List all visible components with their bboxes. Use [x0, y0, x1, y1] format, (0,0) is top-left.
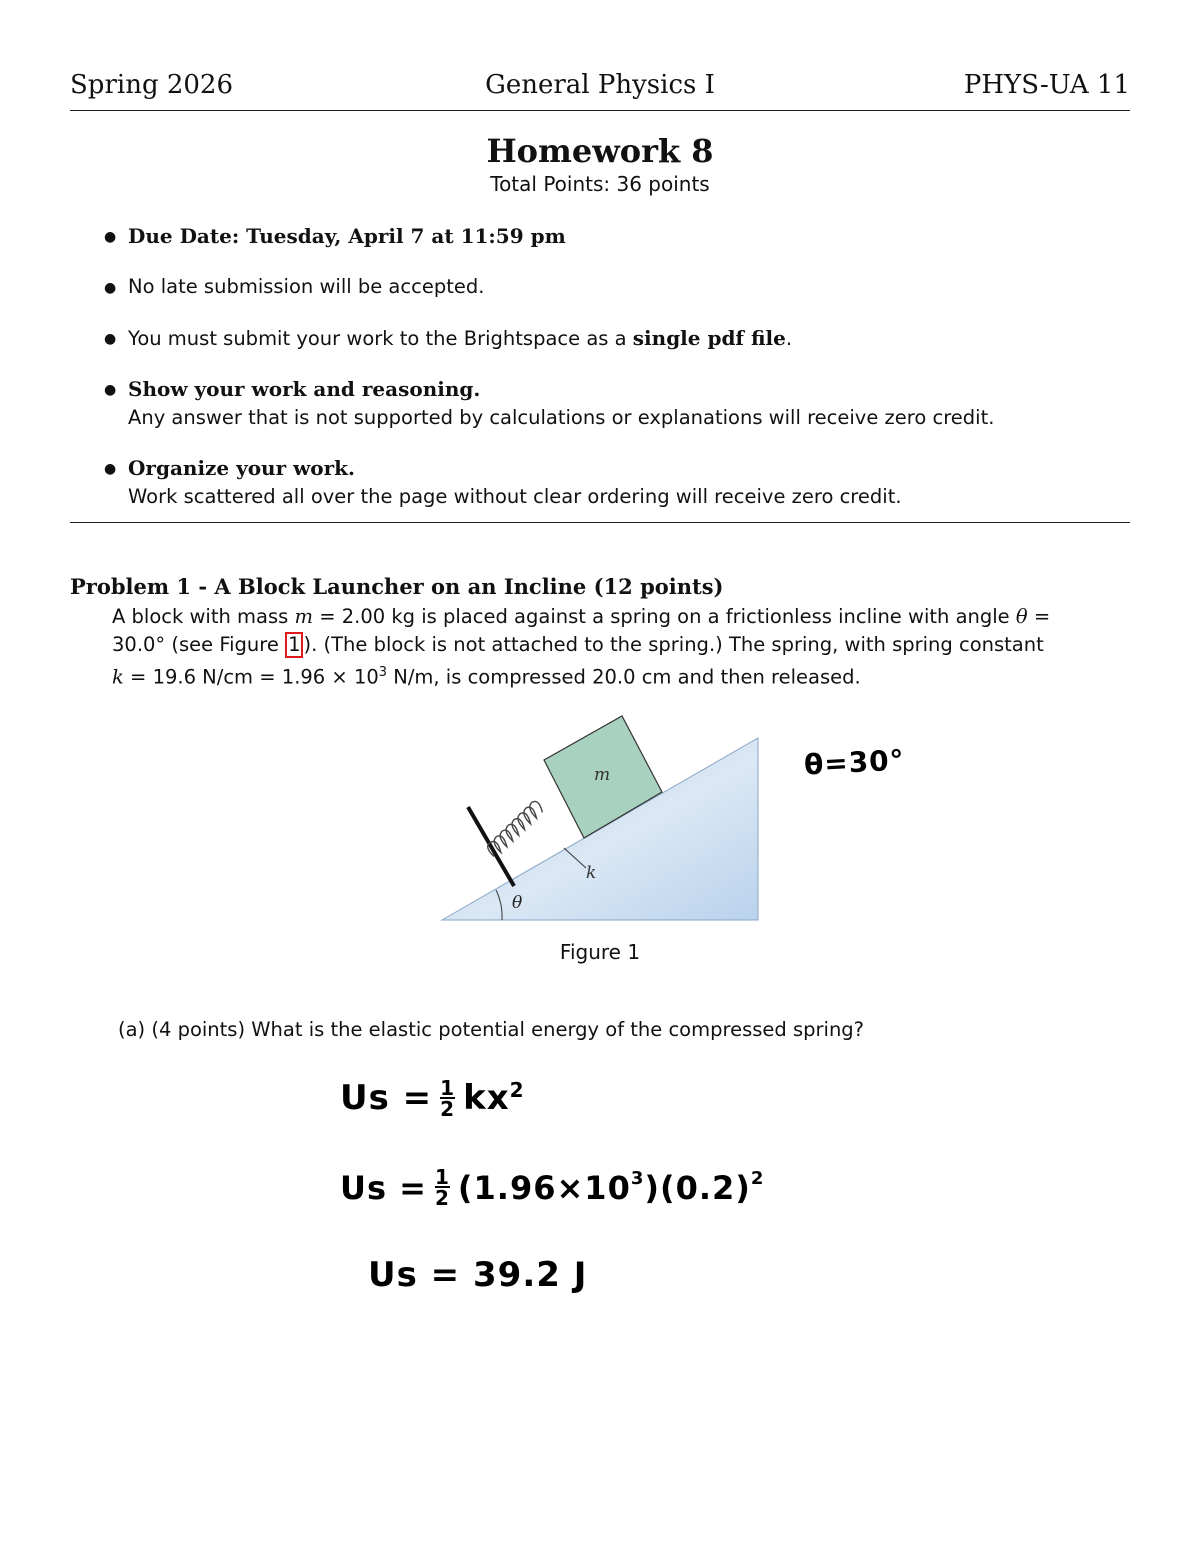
submit-post: .	[785, 327, 793, 350]
submit-bold: single pdf file	[632, 326, 786, 350]
bullet-show-work	[104, 375, 1104, 432]
problem-line-3	[70, 659, 1128, 692]
handwritten-eq2	[340, 1165, 765, 1210]
bullet-submit	[104, 324, 1104, 353]
eq2-lhs: Us =	[340, 1168, 427, 1207]
show-work-heading: Show your work and reasoning.	[128, 377, 481, 401]
due-date-text: Due Date: Tuesday, April 7 at 11:59 pm	[128, 224, 566, 248]
figure-incline	[430, 700, 770, 930]
eq2-half-den: 2	[434, 1186, 450, 1210]
eq1-rhs: kx	[463, 1078, 510, 1118]
line1-a: A block with mass	[112, 605, 295, 628]
eq1-exp: 2	[509, 1078, 525, 1102]
theta-symbol: θ	[1015, 605, 1028, 628]
submit-pre: You must submit your work to the Brightspace as a	[128, 327, 633, 350]
bullet-dot-icon: ●	[104, 382, 117, 398]
organize-heading: Organize your work.	[128, 456, 356, 480]
mass-label: m	[594, 765, 611, 785]
line3-b: N/m, is compressed 20.0 cm and then released.	[387, 665, 861, 689]
eq2-rhs: (1.96×10	[457, 1168, 631, 1207]
page-title: Homework 8	[486, 132, 714, 170]
bullet-dot-icon: ●	[104, 280, 117, 296]
figure-reference-link[interactable]: 1	[285, 632, 303, 658]
figure-caption: Figure 1	[559, 940, 641, 964]
handwritten-eq3: Us = 39.2 J	[368, 1255, 588, 1295]
bullet-late	[104, 273, 1104, 302]
section-rule	[70, 522, 1130, 523]
eq2-exp2: 2	[750, 1168, 765, 1189]
instructions-list	[104, 222, 1104, 533]
problem-statement	[70, 603, 1128, 692]
problem-heading: Problem 1 - A Block Launcher on an Incline (12 points)	[70, 574, 724, 599]
header-course-code: PHYS-UA 11	[963, 70, 1130, 100]
line2-a: 30.0° (see Figure	[112, 633, 286, 656]
organize-text: Work scattered all over the page without clear ordering will receive zero credit.	[128, 485, 902, 508]
header-rule	[70, 110, 1130, 111]
eq1-half	[440, 1075, 456, 1121]
eq2-mid: )(0.2)	[644, 1168, 751, 1207]
bullet-dot-icon: ●	[104, 229, 117, 245]
total-points: Total Points: 36 points	[490, 172, 710, 196]
spring-coil	[479, 800, 551, 858]
organize-block	[128, 454, 902, 511]
line3-a: = 19.6 N/cm = 1.96 × 10	[123, 665, 379, 689]
eq1-lhs: Us =	[340, 1078, 433, 1118]
eq2-exp1: 3	[630, 1168, 645, 1189]
line2-b: ). (The block is not attached to the spring.) The spring, with spring constant	[303, 633, 1044, 656]
problem-line-2	[70, 631, 1128, 659]
header-course-name: General Physics I	[485, 70, 715, 100]
mass-symbol: m	[294, 605, 314, 628]
handwritten-eq1	[340, 1075, 525, 1121]
problem-line-1-text	[112, 603, 1050, 631]
k-symbol: k	[112, 665, 124, 689]
question-part-a: (a) (4 points) What is the elastic potential energy of the compressed spring?	[118, 1018, 865, 1041]
eq2-half-num: 1	[434, 1165, 450, 1189]
spring-constant-label: k	[586, 863, 597, 883]
submit-text	[128, 324, 792, 353]
handwritten-angle-note: θ=30°	[803, 743, 906, 782]
bullet-organize	[104, 454, 1104, 511]
problem-line-1	[70, 603, 1128, 631]
bullet-due-date	[104, 222, 1104, 251]
show-work-block	[128, 375, 994, 432]
header-course-term: Spring 2026	[70, 70, 234, 100]
bullet-dot-icon: ●	[104, 461, 117, 477]
late-text: No late submission will be accepted.	[128, 275, 485, 298]
line3-exp: 3	[378, 665, 388, 680]
show-work-text: Any answer that is not supported by calculations or explanations will receive zero credit.	[128, 406, 995, 429]
line1-b: = 2.00 kg is placed against a spring on a frictionless incline with angle	[313, 605, 1016, 628]
eq1-half-num: 1	[440, 1075, 456, 1100]
angle-label: θ	[512, 893, 523, 913]
line1-c: =	[1027, 605, 1051, 628]
bullet-dot-icon: ●	[104, 331, 117, 347]
eq2-half	[434, 1165, 450, 1210]
eq1-half-den: 2	[440, 1096, 456, 1121]
